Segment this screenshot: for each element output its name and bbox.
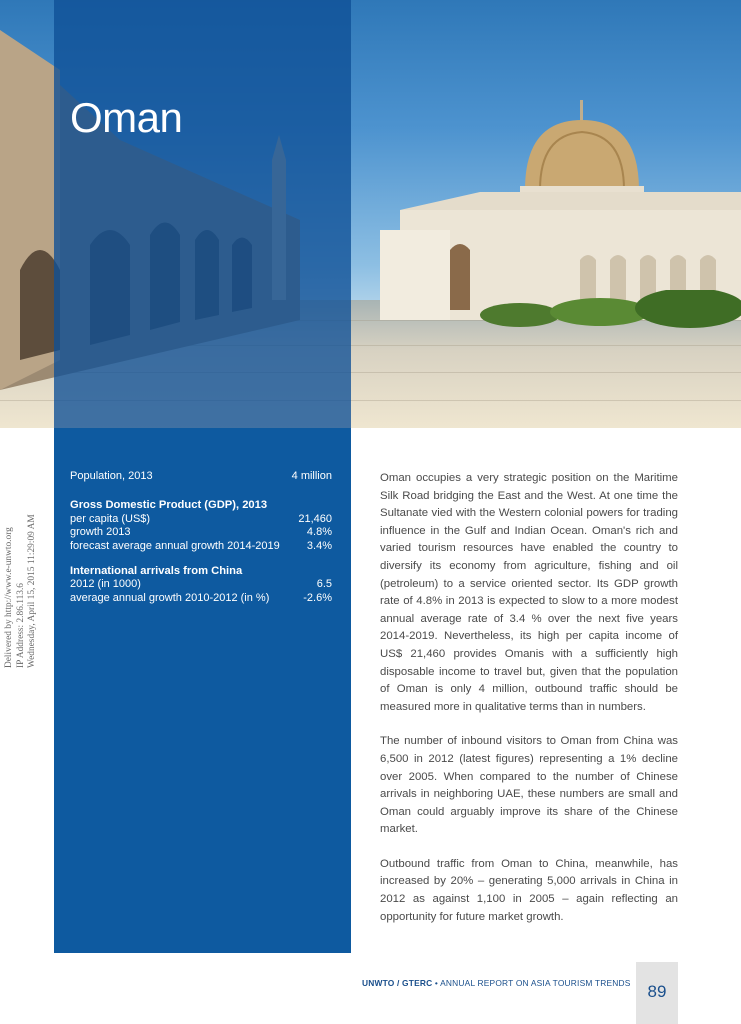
stat-label: per capita (US$) xyxy=(70,512,151,525)
stat-value: 3.4% xyxy=(306,539,332,552)
stat-row-gdp xyxy=(70,540,332,553)
page-number: 89 xyxy=(647,982,667,1001)
paragraph: The number of inbound visitors to Oman from China was 6,500 in 2012 (latest figures) representing a 1% decline over 2005. When compared to the number of Chinese arrivals in neighboring UAE, these numbers are small and Oman could arguably improve its share of the Chinese market. xyxy=(380,735,678,836)
delivery-watermark xyxy=(4,488,54,668)
stat-value: 21,460 xyxy=(298,512,332,525)
stat-value: 4.8% xyxy=(306,526,332,539)
stat-label: average annual growth 2010-2012 (in %) xyxy=(70,591,270,604)
garden-hedges xyxy=(480,290,741,330)
stat-label: Population, 2013 xyxy=(70,470,153,482)
stat-value: 6.5 xyxy=(316,578,332,591)
paragraph: Outbound traffic from Oman to China, meanwhile, has increased by 20% – generating 5,000 arrivals in China in 2012 as against 1,100 in 2005 – again reflecting an opportunity for future market growth. xyxy=(380,857,678,923)
arrivals-heading: International arrivals from China xyxy=(70,565,243,578)
stat-value: 4 million xyxy=(291,470,332,482)
stat-row-gdp xyxy=(70,513,332,526)
stat-row-arrivals xyxy=(70,592,332,605)
watermark-line: IP Address: 2.86.113.6 xyxy=(15,583,26,668)
paragraph: Oman occupies a very strategic position on the Maritime Silk Road bridging the East and the West. At one time the Sultanate vied with the Western colonial powers for trading influence in the Gulf and Indian Ocean. Oman's rich and varied tourism resources have enabled the country to diversify its economy from agriculture, fishing and oil (petroleum) to a service oriented sector. Its GDP growth rate of 4.8% in 2013 is expected to slow to a more modest annual average rate of 3.4 % over the next five years 2014-2019. Nevertheless, its high per capita income of US$ 21,460 provides Omanis with a sufficiently high disposable income to travel but, given that the population of Oman is only 4 million, outbound traffic should be measured more in qualitative terms than in numbers. xyxy=(380,472,678,713)
gdp-heading: Gross Domestic Product (GDP), 2013 xyxy=(70,499,268,512)
page-title: Oman xyxy=(70,94,183,141)
footer-bullet: • xyxy=(434,978,439,988)
footer-report-title: ANNUAL REPORT ON ASIA TOURISM TRENDS xyxy=(440,978,631,988)
mosque-illustration xyxy=(380,100,741,320)
stat-row-population xyxy=(70,470,332,483)
watermark-line: Wednesday, April 15, 2015 11:29:09 AM xyxy=(27,514,38,668)
footer-org: UNWTO / GTERC xyxy=(362,978,433,988)
watermark-line: Delivered by http://www.e-unwto.org xyxy=(4,527,14,668)
stat-value: -2.6% xyxy=(303,591,332,604)
footer xyxy=(362,978,631,988)
stat-row-gdp xyxy=(70,526,332,539)
stat-label: growth 2013 xyxy=(70,526,131,539)
stat-label: forecast average annual growth 2014-2019 xyxy=(70,539,280,552)
body-text xyxy=(380,470,678,943)
key-statistics xyxy=(70,470,332,605)
stat-label: 2012 (in 1000) xyxy=(70,578,141,591)
stat-row-arrivals xyxy=(70,578,332,591)
